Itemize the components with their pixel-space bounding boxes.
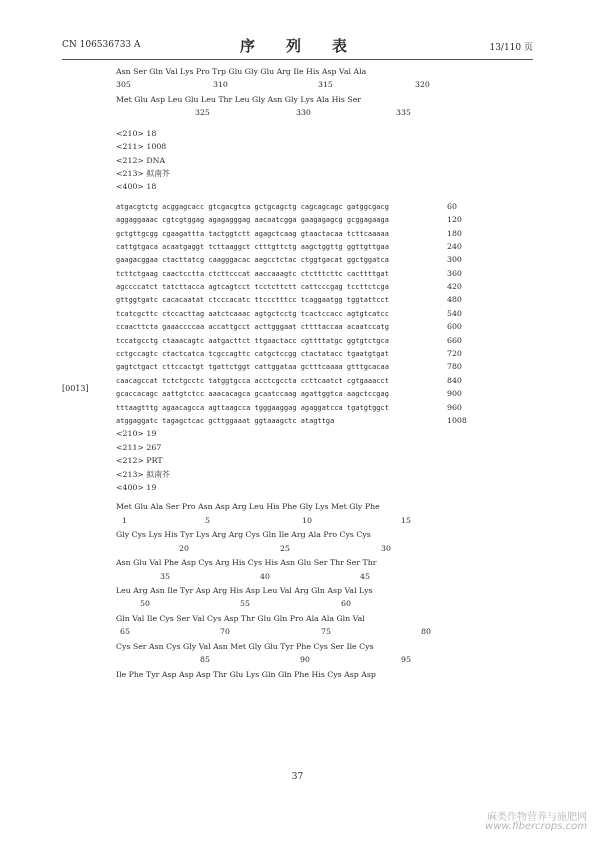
dna-bases: aggaggaaac cgtcgtggag agagagggag aacaatcgga gaagagagcg gcggagaaga [116, 216, 389, 225]
position-number: 310 [213, 80, 228, 90]
position-number: 55 [240, 599, 250, 609]
sequence-meta-line: <400> 19 [116, 482, 157, 492]
dna-sequence-line [116, 280, 546, 293]
residue-row: Asn Glu Val Phe Asp Cys Arg His Cys His Asn Glu Ser Thr Ser Thr [116, 558, 377, 568]
base-position-number: 180 [447, 228, 462, 238]
header-divider [62, 59, 533, 60]
patent-number: CN 106536733 A [62, 40, 141, 50]
position-number: 50 [140, 599, 150, 609]
position-number: 325 [195, 108, 210, 118]
dna-sequence-line [116, 253, 546, 266]
sequence-meta-line: <212> DNA [116, 155, 166, 165]
base-position-number: 60 [447, 201, 457, 211]
paragraph-tag: [0013] [62, 384, 89, 393]
residue-row: Met Glu Ala Ser Pro Asn Asp Arg Leu His Phe Gly Lys Met Gly Phe [116, 502, 380, 512]
dna-bases: caacagccat tctctgcctc tatggtgcca acctcgccta ccttcaatct cgtgaaacct [116, 376, 389, 385]
base-position-number: 660 [447, 335, 462, 345]
dna-bases: gagtctgact cttccactgt tgattctggt cattggataa gctttcaaaa gtttgcacaa [116, 363, 389, 372]
dna-sequence-line [116, 374, 546, 387]
base-position-number: 300 [447, 255, 462, 265]
dna-sequence-line [116, 347, 546, 360]
position-number: 1 [122, 515, 127, 525]
dna-sequence-line [116, 227, 546, 240]
position-number: 65 [120, 627, 130, 637]
residue-row: Gln Val Ile Cys Ser Val Cys Asp Thr Glu Gln Pro Ala Ala Gln Val [116, 613, 365, 623]
base-position-number: 480 [447, 295, 462, 305]
dna-bases: atgacgtctg acggagcacc gtcgacgtca gctgcagctg cagcagcagc gatggcgacg [116, 202, 389, 211]
position-number: 70 [220, 627, 230, 637]
base-position-number: 900 [447, 389, 462, 399]
position-number: 30 [381, 543, 391, 553]
position-number-row [116, 597, 546, 612]
dna-sequence-line [116, 293, 546, 306]
position-number: 5 [205, 515, 210, 525]
base-position-number: 120 [447, 215, 462, 225]
dna-bases: gcaccacagc aattgtctcc aaacacagca gcaatccaag agattggtca aagctccgag [116, 390, 389, 399]
sequence-meta-line: <400> 18 [116, 182, 157, 192]
sequence-meta-line: <211> 1008 [116, 142, 167, 152]
dna-bases: cattgtgaca acaatgaggt tcttaaggct ctttgttctg aagctggttg ggttgttgaa [116, 242, 389, 251]
position-number: 320 [415, 80, 430, 90]
position-number: 15 [401, 515, 411, 525]
dna-bases: cctgccagtc ctactcatca tcgccagttc catgctccgg ctactatacc tgaatgtgat [116, 350, 389, 359]
position-number: 25 [280, 543, 290, 553]
base-position-number: 960 [447, 402, 462, 412]
page-info: 13/110 页 [489, 43, 533, 53]
position-number: 40 [260, 571, 270, 581]
sequence-meta-line: <210> 18 [116, 128, 157, 138]
dna-sequence-line [116, 267, 546, 280]
base-position-number: 420 [447, 282, 462, 292]
dna-sequence-line [116, 213, 546, 226]
position-number: 85 [200, 655, 210, 665]
watermark-text: 麻类作物营养与施肥网 [487, 812, 587, 823]
dna-bases: agccccatct tatcttacca agtcagtcct tcctcttctt cattcccgag tccttctcga [116, 283, 389, 292]
sequence-meta-line: <213> 拟南芥 [116, 168, 170, 178]
position-number: 20 [179, 543, 189, 553]
dna-sequence-line [116, 307, 546, 320]
base-position-number: 600 [447, 322, 462, 332]
dna-bases: tcatcgcttc ctccacttag aatctcaaac agtgctcctg tcactccacc agtgtcatcc [116, 309, 389, 318]
page-header [0, 36, 595, 56]
sequence-meta-line: <213> 拟南芥 [116, 469, 170, 479]
base-position-number: 360 [447, 268, 462, 278]
base-position-number: 540 [447, 308, 462, 318]
dna-sequence-line [116, 320, 546, 333]
position-number-row [116, 514, 546, 529]
dna-sequence-line [116, 240, 546, 253]
position-number: 95 [401, 655, 411, 665]
position-number: 60 [341, 599, 351, 609]
dna-bases: atggaggatc tagagctcac gcttggaaat ggtaaagctc atagttga [116, 416, 335, 425]
position-number: 330 [296, 108, 311, 118]
sequence-listing [116, 65, 546, 681]
dna-sequence-line [116, 414, 546, 427]
position-number: 335 [396, 108, 411, 118]
position-number: 75 [321, 627, 331, 637]
dna-sequence-line [116, 334, 546, 347]
dna-bases: tttaagtttg agaacagcca agttaagcca tgggaaggag agaggatcca tgatgtggct [116, 403, 389, 412]
position-number-row [116, 78, 546, 93]
residue-row: Asn Ser Gln Val Lys Pro Trp Glu Gly Glu Arg Ile His Asp Val Ala [116, 67, 367, 76]
residue-row: Gly Cys Lys His Tyr Lys Arg Arg Cys Gln Ile Arg Ala Pro Cys Cys [116, 530, 371, 540]
sequence-meta-line: <212> PRT [116, 456, 163, 466]
position-number-row [116, 625, 546, 640]
sequence-meta-line: <210> 19 [116, 429, 157, 439]
position-number-row [116, 542, 546, 557]
dna-sequence-line [116, 360, 546, 373]
position-number: 80 [421, 627, 431, 637]
residue-row: Ile Phe Tyr Asp Asp Asp Thr Glu Lys Gln Gln Phe His Cys Asp Asp [116, 669, 376, 679]
dna-bases: gaagacggaa ctacttatcg caagggacac aagcctctac ctggtgacat ggctggatca [116, 256, 389, 265]
dna-sequence-line [116, 387, 546, 400]
dna-bases: tccatgcctg ctaaacagtc aatgacttct ttgaactacc cgttttatgc ggtgtctgca [116, 336, 389, 345]
dna-bases: tcttctgaag caactcctta ctcttcccat aaccaaagtc ctctttcttc cacttttgat [116, 269, 389, 278]
base-position-number: 780 [447, 362, 462, 372]
position-number: 35 [160, 571, 170, 581]
position-number: 45 [360, 571, 370, 581]
position-number: 305 [116, 80, 131, 90]
position-number-row [116, 106, 546, 121]
position-number-row [116, 570, 546, 585]
residue-row: Cys Ser Asn Cys Gly Val Asn Met Gly Glu Tyr Phe Cys Ser Ile Cys [116, 641, 374, 651]
base-position-number: 840 [447, 375, 462, 385]
dna-bases: gctgttgcgg cgaagattta tactggtctt agagctcaag gtaactacaa tcttcaaaaa [116, 229, 389, 238]
residue-row: Met Glu Asp Leu Glu Leu Thr Leu Gly Asn Gly Lys Ala His Ser [116, 94, 362, 104]
position-number-row [116, 653, 546, 668]
dna-bases: gttggtgatc cacacaatat ctcccacatc ttccctttcc tcaggaatgg tggtattcct [116, 296, 389, 305]
page-number: 37 [291, 772, 304, 782]
residue-row: Leu Arg Asn Ile Tyr Asp Arg His Asp Leu Val Arg Gln Asp Val Lys [116, 586, 373, 595]
watermark-url: www.fibercrops.com [485, 821, 587, 832]
base-position-number: 1008 [447, 415, 467, 425]
sequence-meta-line: <211> 267 [116, 442, 162, 452]
base-position-number: 720 [447, 349, 462, 359]
position-number: 90 [300, 655, 310, 665]
base-position-number: 240 [447, 241, 462, 251]
dna-sequence-line [116, 200, 546, 213]
dna-sequence-line [116, 401, 546, 414]
position-number: 10 [302, 515, 312, 525]
dna-bases: ccaacttcta gaaaccccaa accattgcct acttgggaat cttttaccaa acaatccatg [116, 323, 389, 332]
page-title: 序 列 表 [239, 37, 355, 55]
position-number: 315 [318, 80, 333, 90]
